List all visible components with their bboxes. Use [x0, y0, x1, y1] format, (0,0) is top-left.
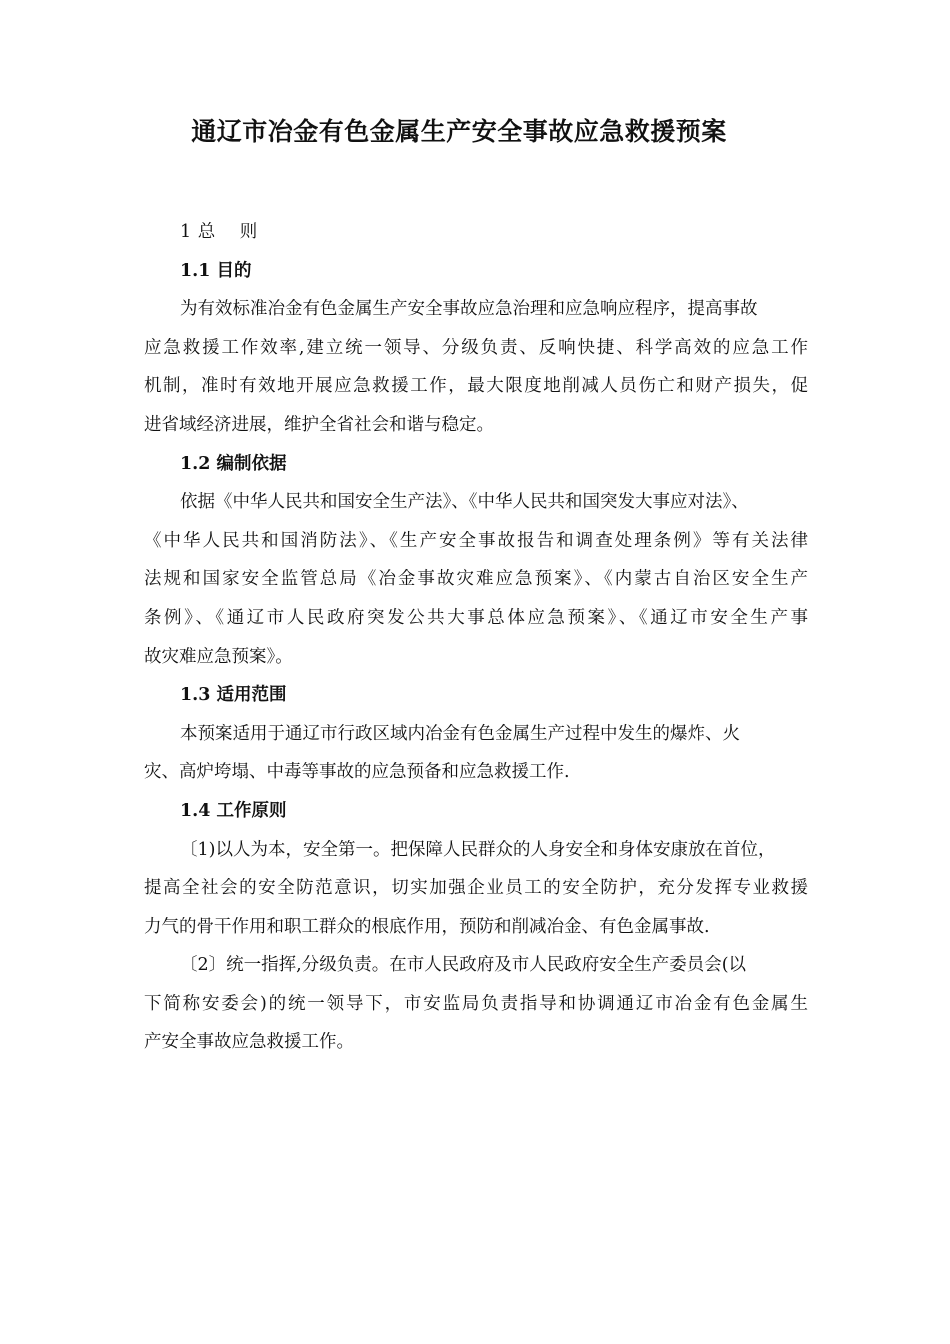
- paragraph-line: 进省域经济进展，维护全省社会和谐与稳定。: [144, 414, 494, 435]
- document-title: 通辽市冶金有色金属生产安全事故应急救援预案: [191, 117, 727, 146]
- paragraph-line: 提高全社会的安全防范意识，切实加强企业员工的安全防护，充分发挥专业救援: [144, 878, 808, 899]
- paragraph-line: 为有效标准冶金有色金属生产安全事故应急治理和应急响应程序，提高事故: [180, 299, 758, 320]
- paragraph-line: 〔1)以人为本，安全第一。把保障人民群众的人身安全和身体安康放在首位，: [180, 839, 776, 860]
- paragraph-line: 灾、高炉垮塌、中毒等事故的应急预备和应急救援工作.: [144, 762, 570, 783]
- paragraph-line: 条例》、《通辽市人民政府突发公共大事总体应急预案》、《通辽市安全生产事: [144, 607, 808, 628]
- paragraph-line: 力气的骨干作用和职工群众的根底作用，预防和削减冶金、有色金属事故.: [144, 916, 710, 937]
- subsection-heading-scope: 1.3 适用范围: [180, 685, 287, 706]
- paragraph-line: 依据《中华人民共和国安全生产法》、《中华人民共和国突发大事应对法》、: [180, 492, 749, 513]
- paragraph-line: 故灾难应急预案》。: [144, 646, 293, 667]
- paragraph-purpose: [144, 290, 808, 444]
- paragraph-scope: [144, 715, 808, 792]
- paragraph-basis: [144, 483, 808, 676]
- paragraph-line: 下简称安委会)的统一领导下，市安监局负责指导和协调通辽市冶金有色金属生: [144, 993, 808, 1014]
- subsection-heading-principles: 1.4 工作原则: [180, 800, 287, 821]
- subsection-heading-basis: 1.2 编制依据: [180, 453, 287, 474]
- paragraph-line: 《中华人民共和国消防法》、《生产安全事故报告和调查处理条例》等有关法律: [144, 530, 808, 551]
- document-body: [144, 213, 808, 1062]
- paragraph-line: 本预案适用于通辽市行政区域内冶金有色金属生产过程中发生的爆炸、火: [180, 723, 740, 744]
- subsection-heading-purpose: 1.1 目的: [180, 260, 252, 281]
- paragraph-line: 应急救援工作效率,建立统一领导、分级负责、反响快捷、科学高效的应急工作: [144, 337, 808, 358]
- paragraph-line: 〔2〕统一指挥,分级负责。在市人民政府及市人民政府安全生产委员会(以: [180, 955, 747, 976]
- paragraph-principle-2: [144, 946, 808, 1062]
- paragraph-principle-1: [144, 831, 808, 947]
- paragraph-line: 法规和国家安全监管总局《冶金事故灾难应急预案》、《内蒙古自治区安全生产: [144, 569, 808, 590]
- paragraph-line: 产安全事故应急救援工作。: [144, 1032, 354, 1053]
- paragraph-line: 机制，准时有效地开展应急救援工作，最大限度地削减人员伤亡和财产损失，促: [144, 376, 808, 397]
- section-heading-general: 1 总 则: [180, 222, 258, 242]
